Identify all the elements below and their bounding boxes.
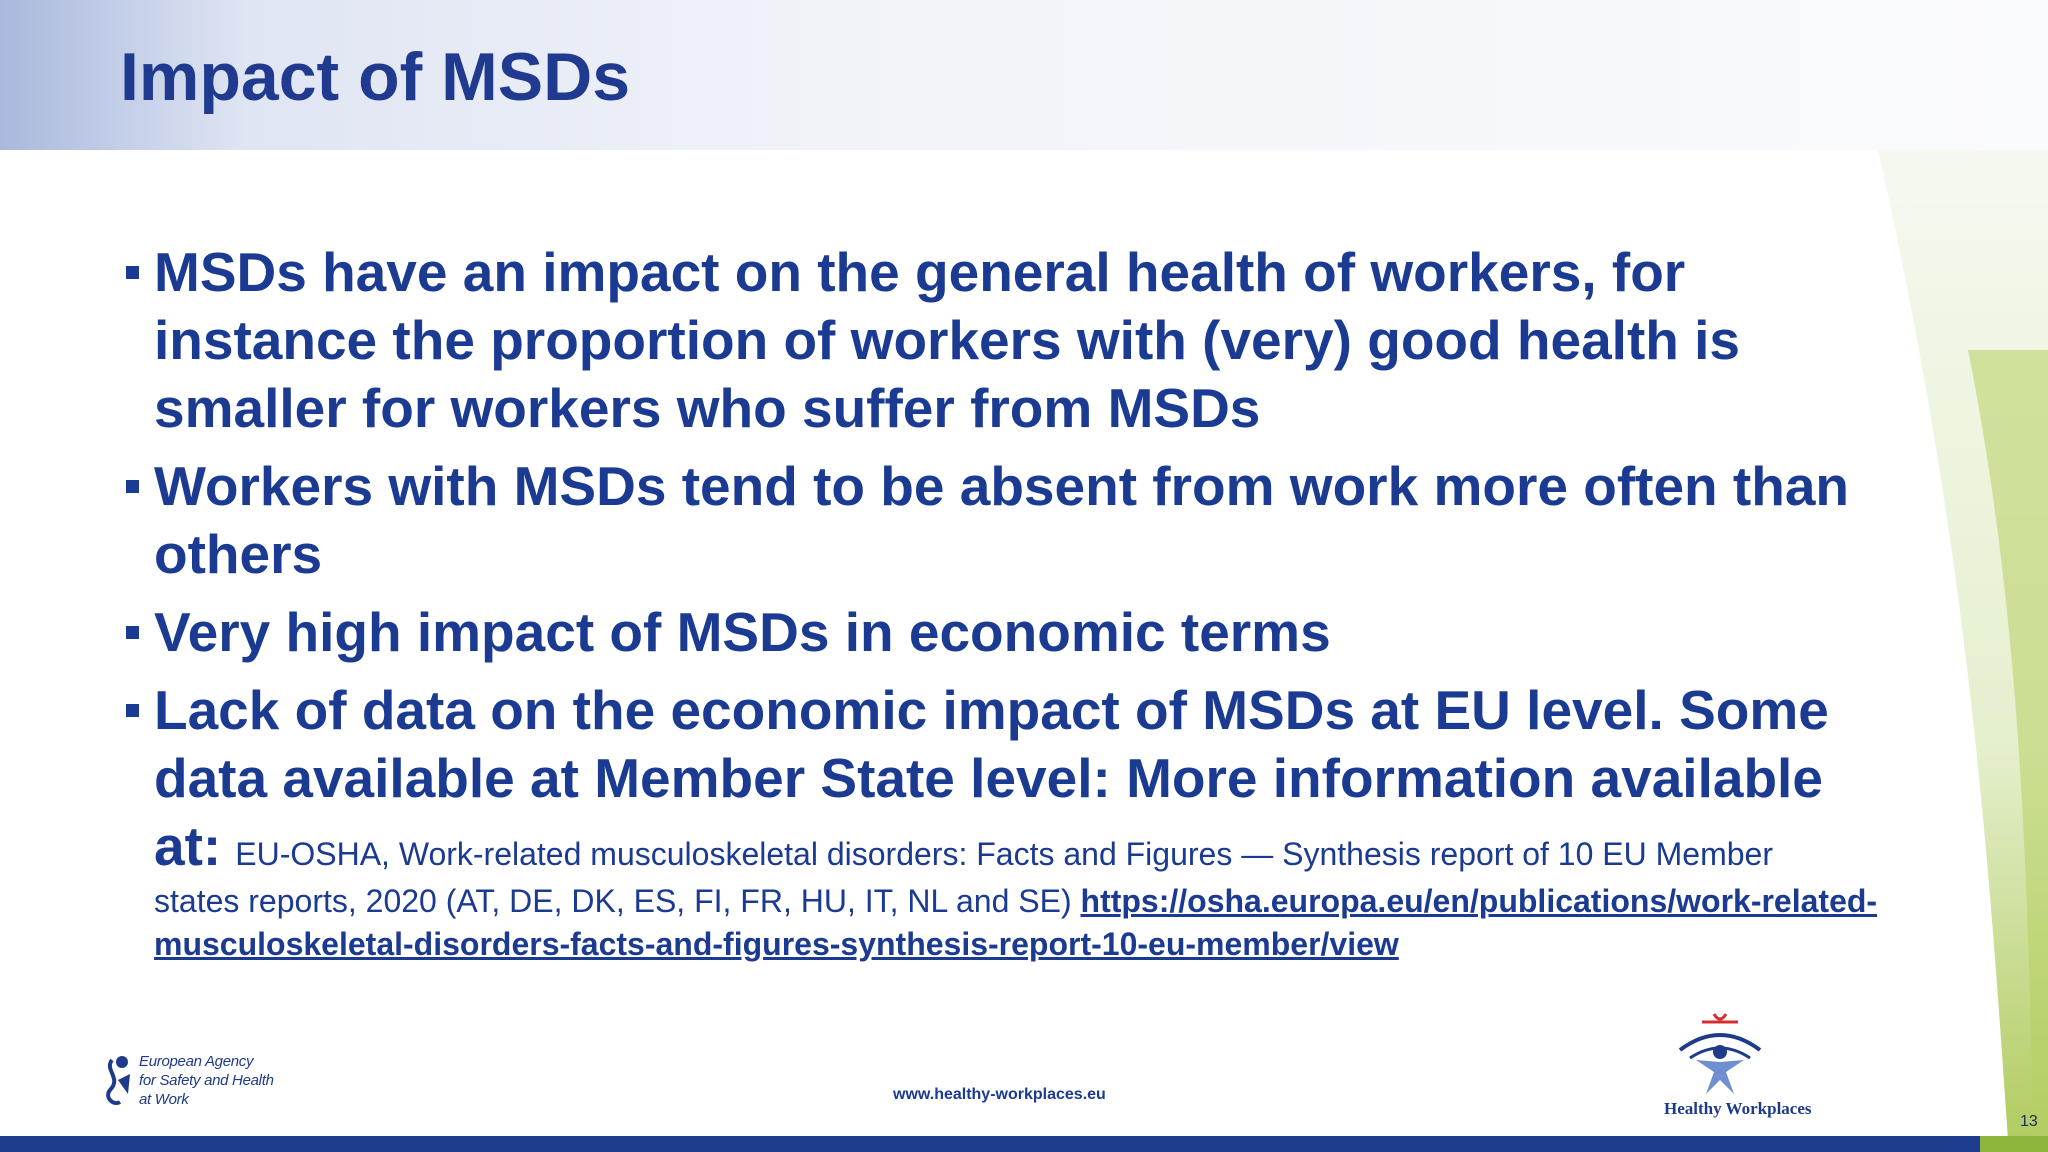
agency-name-line: European Agency [139, 1053, 254, 1070]
bullet-item: Very high impact of MSDs in economic terms [122, 598, 1922, 666]
bottom-bar-accent [1980, 1136, 2048, 1152]
bullet-item: Workers with MSDs tend to be absent from work more often than others [122, 452, 1922, 588]
reference-line [154, 880, 1922, 966]
healthy-workplaces-label: Healthy Workplaces [1664, 1099, 1812, 1118]
slide-title: Impact of MSDs [120, 39, 631, 115]
reference-text-part2: states reports, 2020 (AT, DE, DK, ES, FI, FR, HU, IT, NL and SE) [154, 883, 1072, 919]
bullet-lead-text: Lack of data on the economic impact of MSDs at EU level. Some data available at Member State level: More information available at: [154, 679, 1829, 877]
footer-url: www.healthy-workplaces.eu [893, 1086, 1106, 1103]
bullet-item-reference [122, 676, 1922, 966]
bottom-bar [0, 1136, 2048, 1152]
bullet-list [122, 238, 1922, 976]
agency-name [139, 1052, 274, 1109]
reference-link[interactable]: https://osha.europa.eu/en/publications/work-related-musculoskeletal-disorders-facts-and-figures-synthesis-report-10-eu-member/view [154, 883, 1878, 962]
bullet-item: MSDs have an impact on the general health of workers, for instance the proportion of workers with (very) good health is smaller for workers who suffer from MSDs [122, 238, 1922, 442]
agency-name-line: for Safety and Health [139, 1072, 274, 1089]
agency-name-line: at Work [139, 1091, 189, 1108]
page-number: 13 [2020, 1113, 2038, 1130]
reference-text-part1: EU-OSHA, Work-related musculoskeletal disorders: Facts and Figures — Synthesis report of 10 EU Member [235, 836, 1773, 872]
